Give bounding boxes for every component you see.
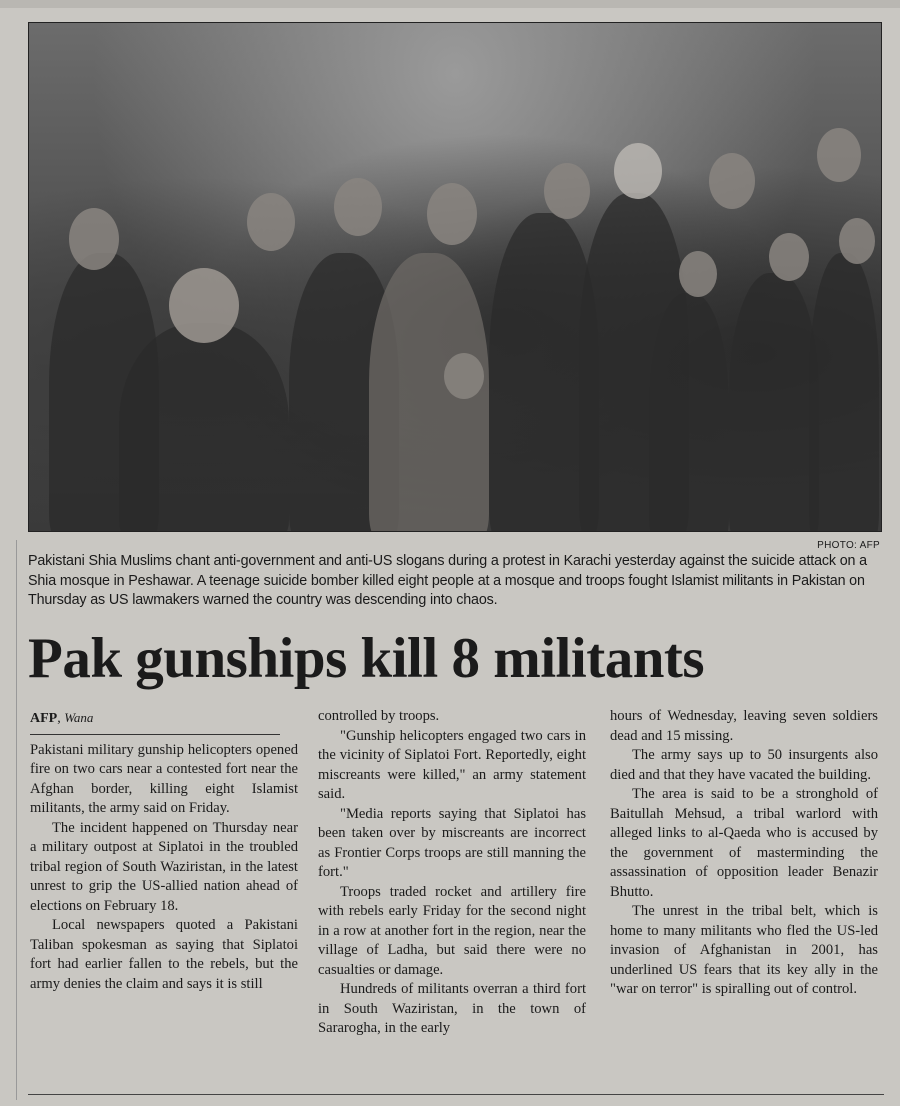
article-column-2 xyxy=(318,707,586,1039)
paragraph: The unrest in the tribal belt, which is home to many militants who fled the US-led invasion of Afghanistan in 2001, has underlined US fears that its key ally in the "war on terror" is spiralling out of control. xyxy=(610,903,878,997)
crowd-head xyxy=(817,128,861,182)
crowd-head xyxy=(709,153,755,209)
crowd-head xyxy=(679,251,717,297)
paragraph: "Gunship helicopters engaged two cars in the vicinity of Siplatoi Fort. Reportedly, eight miscreants were killed," an army statement said. xyxy=(318,727,586,802)
byline-source: AFP xyxy=(30,711,58,726)
crowd-head xyxy=(839,218,875,264)
article-column-1 xyxy=(30,708,298,994)
crowd-head xyxy=(769,233,809,281)
crowd-head xyxy=(544,163,590,219)
paragraph: Troops traded rocket and artillery fire with rebels early Friday for the second night in a row at another fort in the region, near the village of Ladha, but said there were no casualties or damage. xyxy=(318,883,586,978)
paragraph: The incident happened on Thursday near a military outpost at Siplatoi in the troubled tribal region of South Waziristan, in the latest unrest to grip the US-allied nation ahead of elections on February 18. xyxy=(30,819,298,914)
crowd-figure xyxy=(729,273,819,532)
crowd-head xyxy=(69,208,119,270)
paragraph: "Media reports saying that Siplatoi has been taken over by miscreants are incorrect as Frontier Corps troops are still manning the fort." xyxy=(318,805,586,880)
page-edge xyxy=(0,0,900,8)
crowd-head xyxy=(247,193,295,251)
crowd-head xyxy=(334,178,382,236)
crowd-head xyxy=(614,143,662,199)
paragraph: Local newspapers quoted a Pakistani Taliban spokesman as saying that Siplatoi fort had earlier fallen to the rebels, but the army denies the claim and says it is still xyxy=(30,917,298,992)
paragraph: The army says up to 50 insurgents also died and that they have vacated the building. xyxy=(610,747,878,783)
article-column-3 xyxy=(610,707,878,1000)
paragraph: The area is said to be a stronghold of Baitullah Mehsud, a tribal warlord with alleged links to al-Qaeda who is accused by the government of masterminding the assassination of opposition leader Benazir Bhutto. xyxy=(610,786,878,900)
paragraph: controlled by troops. xyxy=(318,708,440,724)
crowd-head xyxy=(169,268,239,343)
crowd-head xyxy=(444,353,484,399)
crowd-figure xyxy=(649,293,729,532)
headline: Pak gunships kill 8 militants xyxy=(28,627,705,690)
margin-rule xyxy=(16,540,17,1100)
crowd-figure xyxy=(809,253,879,532)
photo-credit: PHOTO: AFP xyxy=(817,540,880,551)
paragraph: Hundreds of militants overran a third fort in South Waziristan, in the town of Sararogha, in the early xyxy=(318,981,586,1036)
paragraph: Pakistani military gunship helicopters opened fire on two cars near a contested fort near the Afghan border, killing eight Islamist militants, the army said on Friday. xyxy=(30,741,298,816)
paragraph: hours of Wednesday, leaving seven soldiers dead and 15 missing. xyxy=(610,708,878,744)
bottom-rule xyxy=(28,1094,884,1095)
protest-photo xyxy=(28,22,882,532)
crowd-head xyxy=(427,183,477,245)
byline: AFP, Wana xyxy=(30,708,280,735)
photo-caption: Pakistani Shia Muslims chant anti-government and anti-US slogans during a protest in Karachi yesterday against the suicide attack on a Shia mosque in Peshawar. A teenage suicide bomber killed eight people at a mosque and troops fought Islamist militants in Pakistan on Thursday as US lawmakers warned the country was descending into chaos. xyxy=(28,553,867,609)
byline-location: Wana xyxy=(64,710,94,725)
crowd-figure xyxy=(119,323,289,532)
